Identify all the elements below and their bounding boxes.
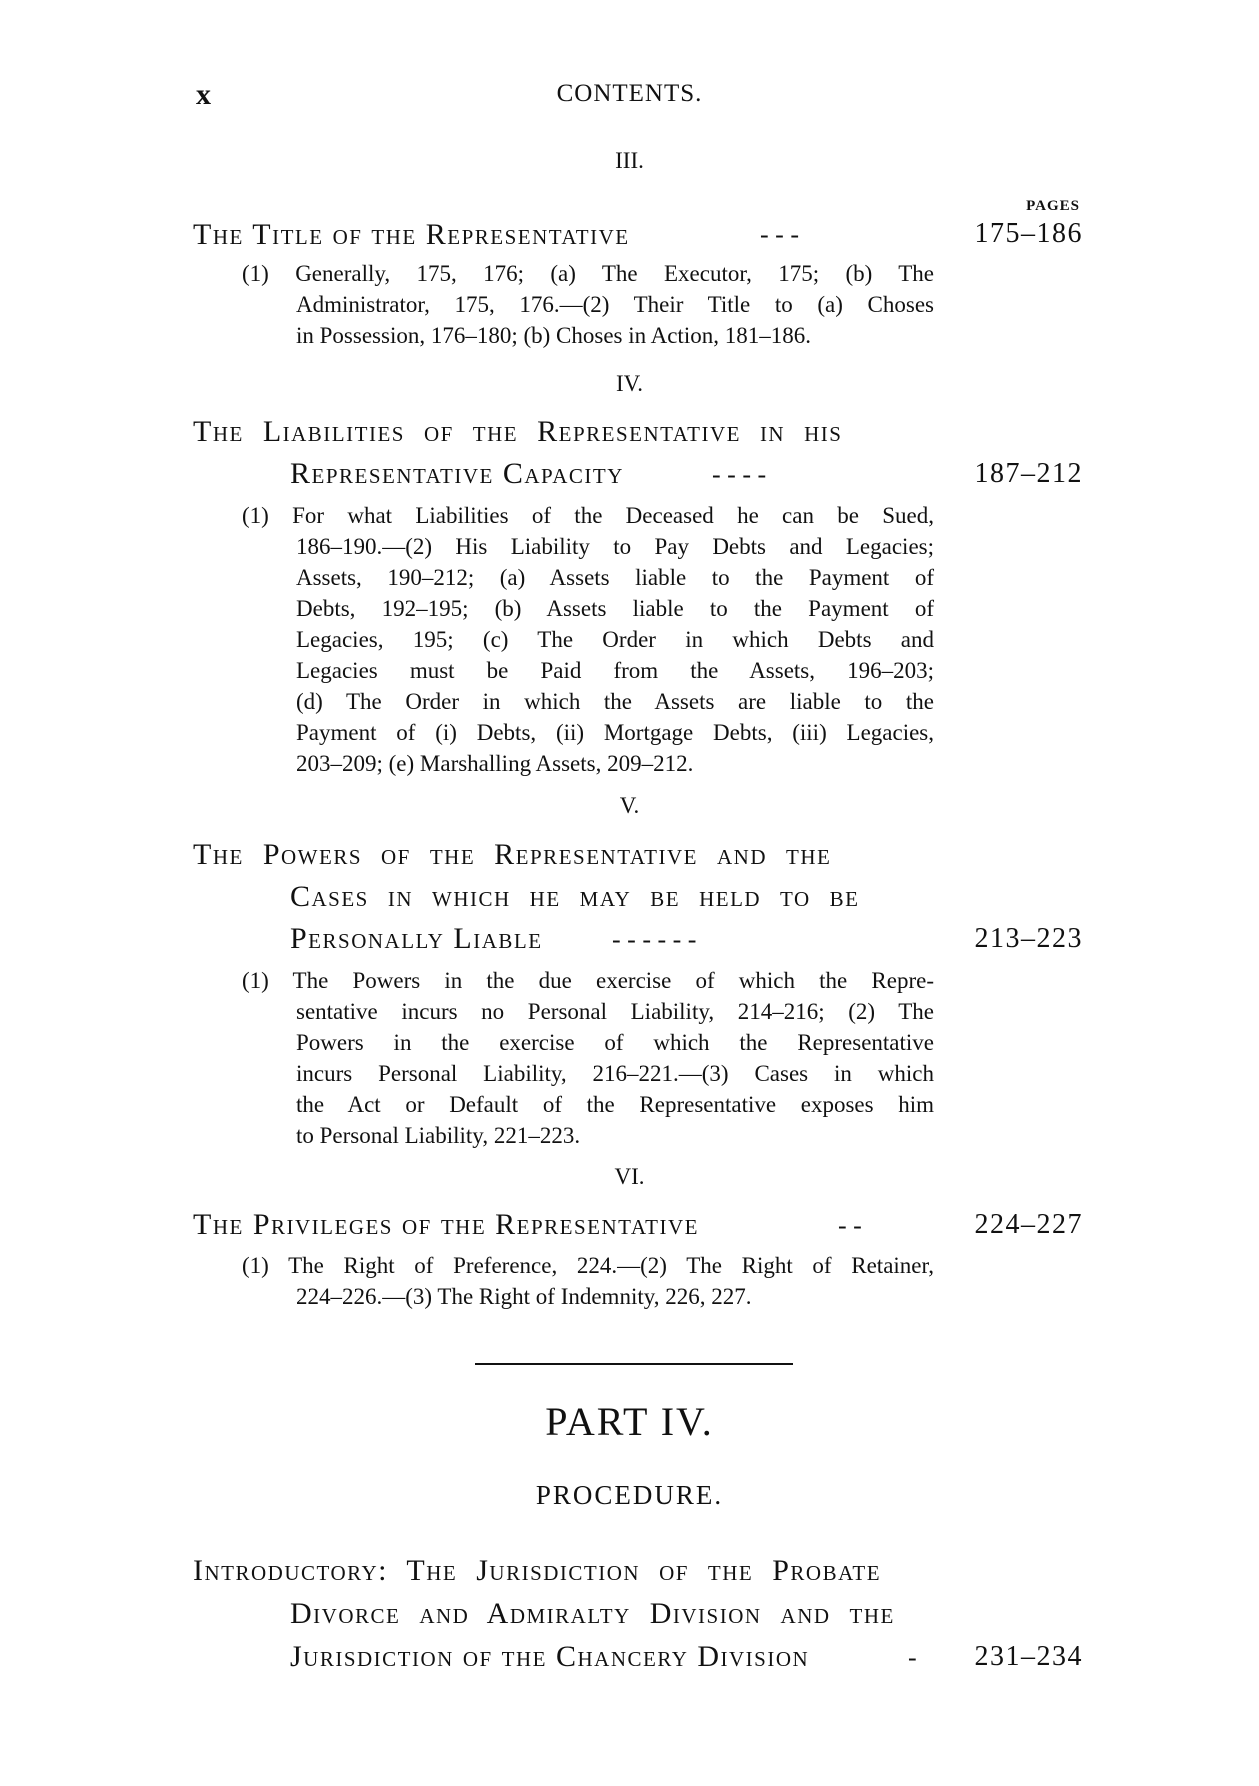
summary-line: in Possession, 176–180; (b) Choses in Action, 181–186. [296, 323, 811, 348]
page-range: 175–186 [974, 218, 1083, 249]
folio-number: x [196, 78, 211, 111]
section-title-line: Divorce and Admiralty Division and the [290, 1597, 895, 1630]
section-title-continued [290, 1640, 809, 1674]
page-range: 231–234 [974, 1641, 1083, 1672]
summary-line: (1) For what Liabilities of the Deceased he can be Sued, [242, 503, 934, 528]
section-summary [242, 1250, 934, 1312]
section-title-line: The Liabilities of the Representative in his [193, 415, 843, 448]
summary-line: incurs Personal Liability, 216–221.—(3) Cases in which [296, 1061, 934, 1086]
pages-column-heading: PAGES [1026, 198, 1080, 214]
page-range: 224–227 [974, 1209, 1083, 1240]
page-range: 213–223 [974, 923, 1083, 954]
section-title-line: The Title of the Representative [193, 218, 630, 251]
section-title-continued [290, 457, 624, 491]
summary-line: 186–190.—(2) His Liability to Pay Debts and Legacies; [296, 534, 934, 559]
section-title-continued [290, 880, 860, 914]
part-subheading: PROCEDURE. [535, 1480, 724, 1510]
summary-line: Payment of (i) Debts, (ii) Mortgage Debts, (iii) Legacies, [296, 720, 934, 745]
dot-leader: - [908, 1643, 917, 1672]
section-title-continued [290, 922, 543, 956]
section-numeral: V. [619, 793, 640, 818]
part-heading: PART IV. [545, 1399, 714, 1444]
dot-leader: - - - - - - [612, 925, 697, 954]
summary-line: the Act or Default of the Representative exposes him [296, 1092, 934, 1117]
section-title-line: The Privileges of the Representative [193, 1208, 699, 1241]
section-title-line: Cases in which he may be held to be [290, 880, 860, 913]
summary-line: Assets, 190–212; (a) Assets liable to the Payment of [296, 565, 934, 590]
summary-line: 224–226.—(3) The Right of Indemnity, 226, 227. [296, 1284, 752, 1309]
summary-line: (1) Generally, 175, 176; (a) The Executor, 175; (b) The [242, 261, 934, 286]
summary-line: Powers in the exercise of which the Representative [296, 1030, 934, 1055]
summary-line: sentative incurs no Personal Liability, 214–216; (2) The [296, 999, 934, 1024]
section-title-continued [290, 1597, 895, 1631]
page-range: 187–212 [974, 458, 1083, 489]
summary-line: 203–209; (e) Marshalling Assets, 209–212. [296, 751, 694, 776]
section-divider [475, 1363, 793, 1365]
section-title [193, 838, 831, 872]
summary-line: to Personal Liability, 221–223. [296, 1123, 581, 1148]
dot-leader: - - - [760, 220, 799, 249]
section-title [193, 1208, 699, 1242]
section-title [193, 218, 630, 252]
section-title [193, 415, 842, 449]
summary-line: Debts, 192–195; (b) Assets liable to the Payment of [296, 596, 934, 621]
dot-leader: - - - - [712, 460, 767, 489]
summary-line: Legacies must be Paid from the Assets, 196–203; [296, 658, 934, 683]
section-title-line: Jurisdiction of the Chancery Division [290, 1640, 810, 1673]
section-numeral: IV. [615, 371, 644, 396]
section-title-line: The Powers of the Representative and the [193, 838, 832, 871]
section-title-line: Introductory: The Jurisdiction of the Probate [193, 1554, 882, 1587]
summary-line: (d) The Order in which the Assets are liable to the [296, 689, 934, 714]
section-title [193, 1554, 881, 1588]
summary-line: Legacies, 195; (c) The Order in which Debts and [296, 627, 934, 652]
dot-leader: - - [838, 1211, 862, 1240]
section-summary [242, 500, 934, 779]
section-numeral: VI. [614, 1164, 645, 1189]
section-title-line: Personally Liable [290, 922, 543, 955]
section-title-line: Representative Capacity [290, 457, 624, 490]
running-title: CONTENTS. [556, 80, 703, 107]
section-summary [242, 965, 934, 1151]
summary-line: Administrator, 175, 176.—(2) Their Title to (a) Choses [296, 292, 934, 317]
section-numeral: III. [615, 148, 644, 173]
section-summary [242, 258, 934, 351]
summary-line: (1) The Powers in the due exercise of which the Repre- [242, 968, 934, 993]
summary-line: (1) The Right of Preference, 224.—(2) The Right of Retainer, [242, 1253, 934, 1278]
